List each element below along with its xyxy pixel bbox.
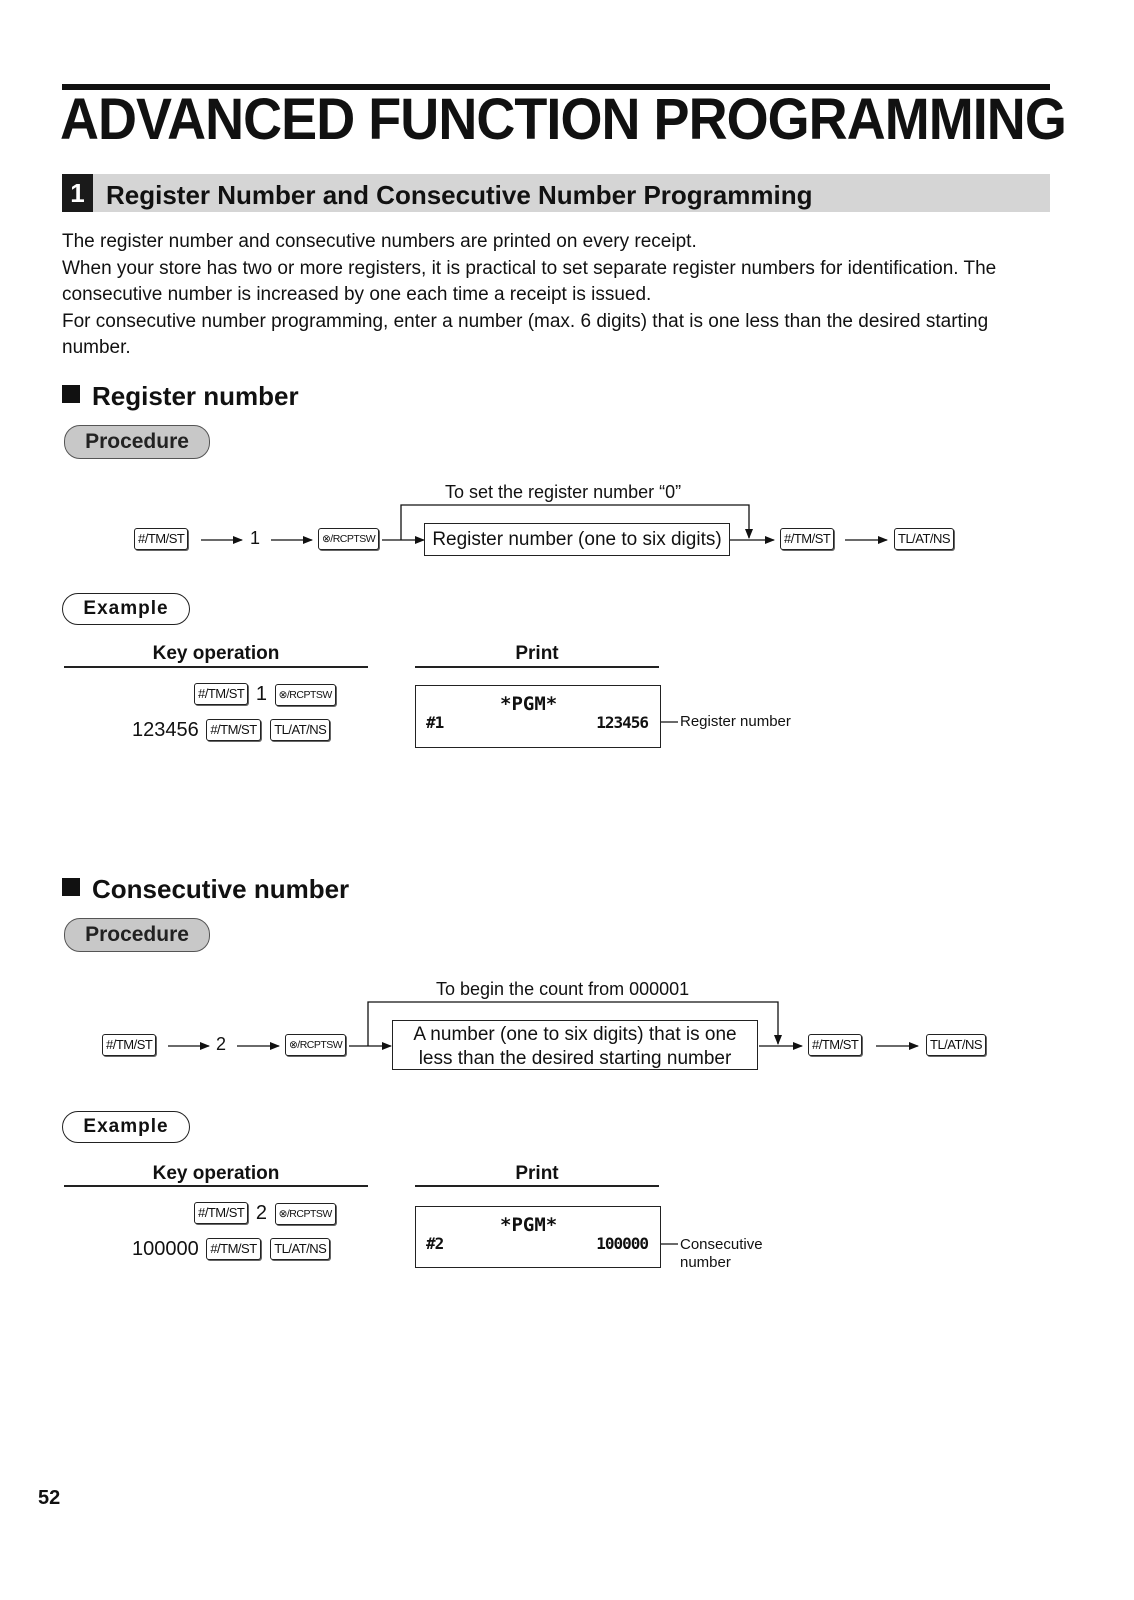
- tl-at-ns-key: TL/AT/NS: [926, 1034, 986, 1056]
- receipt-annotation: [680, 1236, 763, 1272]
- annotation-line: number: [680, 1254, 731, 1271]
- receipt-title: *PGM*: [500, 693, 558, 715]
- example-label: Example: [62, 593, 190, 625]
- header-rule: [415, 1185, 659, 1187]
- rcptsw-key: ⊗/RCPTSW: [275, 684, 336, 706]
- tl-at-ns-key: TL/AT/NS: [270, 1238, 330, 1260]
- header-rule: [415, 666, 659, 668]
- intro-paragraph: The register number and consecutive numbers are printed on every receipt.: [62, 231, 697, 252]
- annotation-line: Consecutive: [680, 1236, 763, 1253]
- tm-st-key: #/TM/ST: [206, 1238, 260, 1260]
- receipt-right: 123456: [596, 713, 648, 732]
- key-operation-line: [192, 683, 338, 706]
- tm-st-key: #/TM/ST: [194, 683, 248, 705]
- key-operation-line: [132, 719, 332, 742]
- receipt-print: [415, 1206, 661, 1268]
- key-operation-header: Key operation: [152, 643, 280, 664]
- consecutive-number-input-box: [392, 1020, 758, 1070]
- tm-st-key: #/TM/ST: [194, 1202, 248, 1224]
- header-rule: [64, 666, 368, 668]
- receipt-annotation: Register number: [680, 713, 791, 730]
- key-operation-header: Key operation: [152, 1163, 280, 1184]
- tm-st-key: #/TM/ST: [780, 528, 834, 550]
- tl-at-ns-key: TL/AT/NS: [894, 528, 954, 550]
- bypass-note: To begin the count from 000001: [436, 979, 690, 999]
- receipt-left: #2: [426, 1234, 444, 1253]
- receipt-left: #1: [426, 713, 444, 732]
- bypass-note: To set the register number “0”: [445, 482, 682, 502]
- tl-at-ns-key: TL/AT/NS: [270, 719, 330, 741]
- intro-paragraph: When your store has two or more registers, it is practical to set separate register numbers for identification. The consecutive number is increased by one each time a receipt is issued.: [62, 257, 997, 305]
- tm-st-key: #/TM/ST: [808, 1034, 862, 1056]
- key-operation-line: [132, 1238, 332, 1261]
- section-number: 1: [62, 174, 93, 212]
- tm-st-key: #/TM/ST: [134, 528, 188, 550]
- keyop-digit: 1: [255, 683, 268, 705]
- key-operation-line: [192, 1202, 338, 1225]
- section-title: Register Number and Consecutive Number Programming: [106, 180, 813, 210]
- box-line: A number (one to six digits) that is one: [413, 1024, 737, 1045]
- rcptsw-key: ⊗/RCPTSW: [275, 1203, 336, 1225]
- receipt-print: [415, 685, 661, 748]
- rcptsw-key: ⊗/RCPTSW: [318, 528, 379, 550]
- example-label: Example: [62, 1111, 190, 1143]
- box-line: less than the desired starting number: [418, 1048, 732, 1069]
- page-number: 52: [38, 1487, 61, 1509]
- intro-paragraph: For consecutive number programming, enter a number (max. 6 digits) that is one less than the desired starting number.: [62, 310, 989, 358]
- heading-text: Register number: [92, 381, 299, 411]
- procedure-label: Procedure: [64, 425, 210, 459]
- header-rule: [64, 1185, 368, 1187]
- flow-digit: 2: [216, 1034, 227, 1054]
- rcptsw-key: ⊗/RCPTSW: [285, 1034, 346, 1056]
- register-number-input-box: Register number (one to six digits): [424, 523, 730, 556]
- keyop-digit: 2: [255, 1202, 268, 1224]
- tm-st-key: #/TM/ST: [206, 719, 260, 741]
- tm-st-key: #/TM/ST: [102, 1034, 156, 1056]
- print-header: Print: [515, 643, 559, 664]
- heading-text: Consecutive number: [92, 874, 350, 904]
- keyop-value: 100000: [132, 1238, 199, 1260]
- receipt-right: 100000: [596, 1234, 648, 1253]
- flow-digit: 1: [250, 528, 261, 548]
- keyop-value: 123456: [132, 719, 199, 741]
- procedure-label: Procedure: [64, 918, 210, 952]
- print-header: Print: [515, 1163, 559, 1184]
- square-bullet-icon: [62, 878, 80, 896]
- consecutive-number-heading: [62, 874, 349, 905]
- receipt-title: *PGM*: [500, 1214, 558, 1236]
- page-title: ADVANCED FUNCTION PROGRAMMING: [60, 87, 1066, 152]
